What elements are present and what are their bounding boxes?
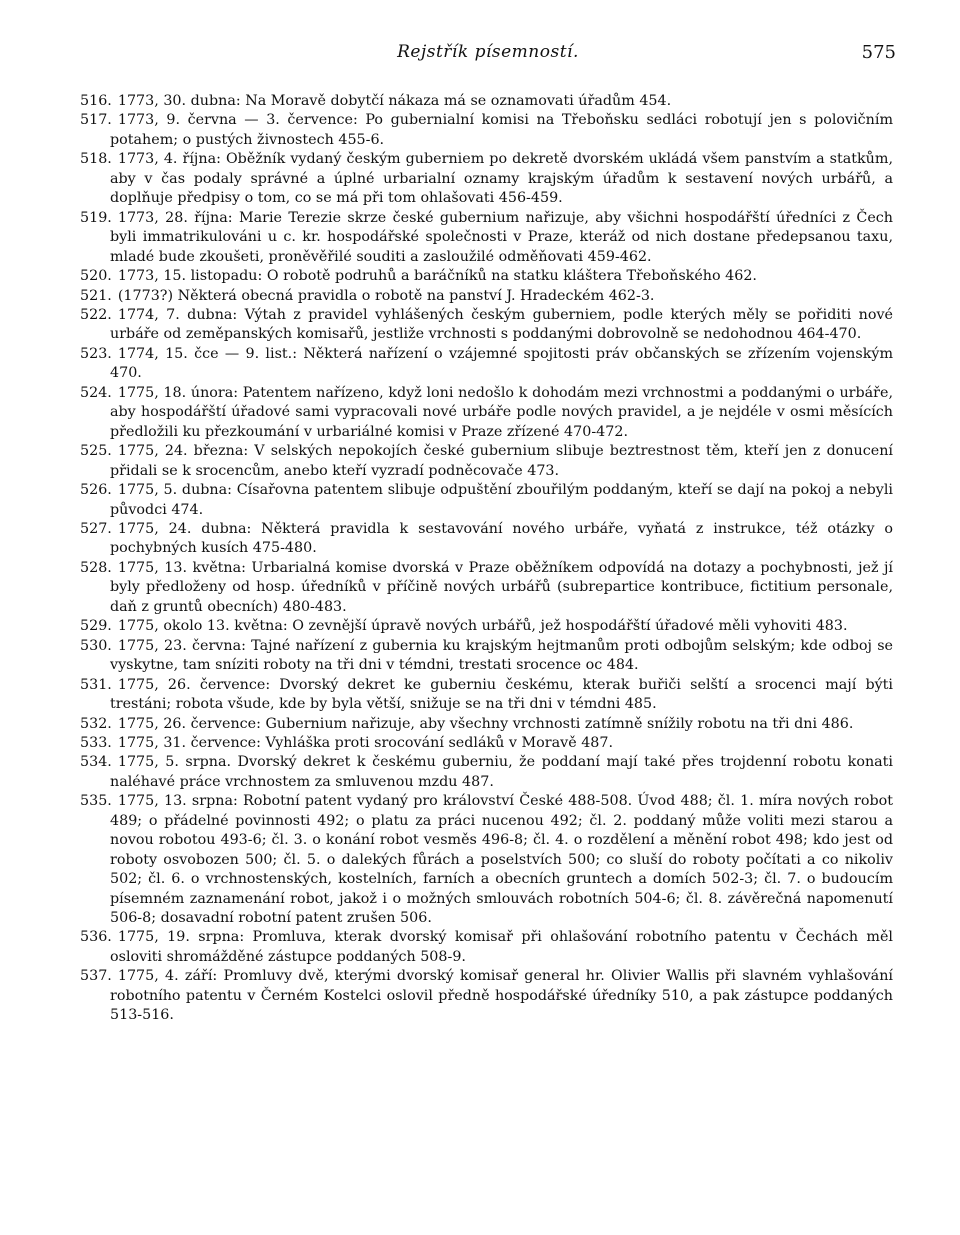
entry-text: 1775, 5. srpna. Dvorský dekret k českému guberniu, že poddaní mají také přes trojdenní robotu konati naléhavé práce vrchnostem za smluvenou mzdu 487. <box>110 754 893 790</box>
register-entries <box>80 92 893 1026</box>
entry-number: 537. <box>80 968 112 985</box>
register-entry <box>80 345 893 384</box>
entry-text: 1775, 13. května: Urbarialná komise dvorská v Praze oběžníkem odpovídá na dotazy a pochybnosti, jež jí byly předloženy od hosp. úředníků v příčině nových urbářů (subrepartice kontribuce, fictitium personale, daň z gruntů obecních) 480-483. <box>110 559 893 615</box>
entry-text: 1773, 30. dubna: Na Moravě dobytčí nákaza má se oznamovati úřadům 454. <box>117 93 672 109</box>
register-entry <box>80 967 893 1025</box>
entry-number: 518. <box>80 151 112 168</box>
register-entry <box>80 92 893 111</box>
entry-text: 1773, 9. června — 3. července: Po gubernialní komisi na Třeboňsku sedláci robotují jen s polovičním potahem; o pustých živnostech 455-6. <box>110 112 893 148</box>
entry-text: 1775, 23. června: Tajné nařízení z gubernia ku krajským hejtmanům proti odbojům selským; kde odboj se vyskytne, tam sníziti roboty na tři dni v témdni, trestati srocence oc 484. <box>110 637 893 674</box>
entry-number: 521. <box>80 287 112 304</box>
page-number: 575 <box>861 42 896 63</box>
entry-text: 1775, 19. srpna: Promluva, kterak dvorský komisař při ohlašování robotního patentu v Čechách měl osloviti shromážděné zástupce poddaných 508-9. <box>110 929 893 965</box>
entry-text: 1775, 24. dubna: Některá pravidla k sestavování nového urbáře, vyňatá z instrukce, též otázky o pochybných kusích 475-480. <box>110 520 893 557</box>
entry-text: 1775, 13. srpna: Robotní patent vydaný pro království České 488-508. Úvod 488; čl. 1. míra nových robot 489; o přádelné povinnosti 492; o platu za práci nucenou 492; čl. 2. poddaný může voliti mezi starou a novou robotou 493-6; čl. 3. o konání robot vesměs 496-8; čl. 4. o rozdělení a měnění robot 498; kdo jest od roboty osvobozen 500; čl. 5. o dalekých fůrách a poselstvích 500; co sluší do roboty počítati a co nikoliv 502; čl. 6. o vrchnostenských, kostelních, farních a obecních gruntech a domích 502-3; čl. 7. o budoucím písemném zaznamenání robot, jakož i o možných smlouvách robotních 504-6; čl. 8. závěrečná napomenutí 506-8; dosavadní robotní patent zrušen 506. <box>110 793 893 927</box>
entry-number: 532. <box>80 715 112 732</box>
register-entry <box>80 928 893 967</box>
entry-number: 529. <box>80 618 112 635</box>
entry-text: 1775, 26. července: Dvorský dekret ke guberniu českému, kterak buřiči selští a srocenci mají býti trestáni; robota všude, kde by byla větší, snižuje se na tři dni v témdni 485. <box>110 676 893 713</box>
register-entry <box>80 306 893 345</box>
entry-number: 519. <box>80 209 112 226</box>
register-entry <box>80 734 893 753</box>
entry-number: 535. <box>80 793 112 810</box>
entry-number: 522. <box>80 306 112 323</box>
entry-text: 1775, 31. července: Vyhláška proti srocování sedláků v Moravě 487. <box>117 734 614 751</box>
register-entry <box>80 442 893 481</box>
register-entry <box>80 637 893 676</box>
entry-number: 524. <box>80 384 112 401</box>
entry-text: (1773?) Některá obecná pravidla o robotě na panství J. Hradeckém 462-3. <box>117 287 655 304</box>
register-entry <box>80 520 893 559</box>
entry-text: 1775, okolo 13. května: O zevnější úpravě nových urbářů, jež hospodářští úřadové měli vyhoviti 483. <box>117 618 848 635</box>
entry-number: 534. <box>80 754 112 771</box>
register-entry <box>80 150 893 208</box>
entry-text: 1775, 18. února: Patentem nařízeno, když loni nedošlo k dohodám mezi vrchnostmi a poddanými o urbáře, aby hospodářští úřadové sami vypracovali nové urbáře podle nových pravidel, a je nejdéle v osmi měsících předložili ku přezkoumání v urbariálné komisi v Praze zřízené 470-472. <box>110 384 893 440</box>
entry-number: 528. <box>80 559 112 576</box>
register-entry <box>80 287 893 306</box>
entry-text: 1775, 4. září: Promluvy dvě, kterými dvorský komisař general hr. Olivier Wallis při slavném vyhlašování robotního patentu v Černém Kostelci oslovil předně hospodářské úředníky 510, a pak zástupce poddaných 513-516. <box>110 968 893 1024</box>
entry-number: 517. <box>80 112 112 129</box>
entry-text: 1775, 26. července: Gubernium nařizuje, aby všechny vrchnosti zatímně snížily robotu na tři dni 486. <box>117 715 854 732</box>
entry-number: 526. <box>80 482 112 499</box>
entry-number: 531. <box>80 676 112 693</box>
entry-text: 1774, 7. dubna: Výtah z pravidel vyhlášených českým guberniem, podle kterých měly se pořiditi nové urbáře od zeměpanských komisařů, jestliže vrchnosti s poddanými dobrovolně se nedohodnou 464-470. <box>110 306 893 343</box>
page-title: Rejstřík písemností. <box>397 42 579 62</box>
register-entry <box>80 792 893 928</box>
register-entry <box>80 384 893 442</box>
register-entry <box>80 267 893 286</box>
entry-text: 1775, 24. března: V selských nepokojích české gubernium slibuje beztrestnost těm, kteří jen z donucení přidali se k srocencům, anebo kteří vyzradí podněcovače 473. <box>110 443 893 479</box>
register-entry <box>80 209 893 267</box>
entry-number: 516. <box>80 93 112 109</box>
register-entry <box>80 617 893 636</box>
entry-text: 1775, 5. dubna: Císařovna patentem slibuje odpuštění zbouřilým poddaným, kteří se dají na pokoj a nebyli původci 474. <box>110 482 893 518</box>
entry-number: 536. <box>80 929 112 946</box>
register-entry <box>80 753 893 792</box>
register-entry <box>80 676 893 715</box>
entry-number: 527. <box>80 520 112 537</box>
register-entry <box>80 715 893 734</box>
register-entry <box>80 481 893 520</box>
entry-text: 1773, 4. října: Oběžník vydaný českým guberniem po dekretě dvorském ukládá všem panstvím a statkům, aby v čas podaly správné a úplné urbarialní oznamy krajským úřadům k sestavení nových urbářů, a doplňuje předpisy o tom, co se má při tom ohlašovati 456-459. <box>110 151 893 207</box>
entry-text: 1773, 15. listopadu: O robotě podruhů a baráčníků na statku kláštera Třeboňského 462. <box>117 268 757 285</box>
entry-number: 533. <box>80 734 112 751</box>
entry-number: 523. <box>80 345 112 362</box>
entry-number: 520. <box>80 268 112 285</box>
register-entry <box>80 559 893 617</box>
entry-text: 1773, 28. října: Marie Terezie skrze české gubernium nařizuje, aby všichni hospodářští úředníci z Čech byli immatrikulováni u c. kr. hospodářské společnosti v Praze, kteráž od nich dostane předepsanou taxu, mladé bude zkoušeti, proněvěřilé souditi a zasloužilé odměňovati 459-462. <box>110 209 893 265</box>
register-entry <box>80 111 893 150</box>
running-head <box>80 38 896 68</box>
entry-text: 1774, 15. čce — 9. list.: Některá nařízení o vzájemné spojitosti práv občanských se zřízením vojenským 470. <box>110 345 893 382</box>
entry-number: 530. <box>80 637 112 654</box>
entry-number: 525. <box>80 443 112 460</box>
